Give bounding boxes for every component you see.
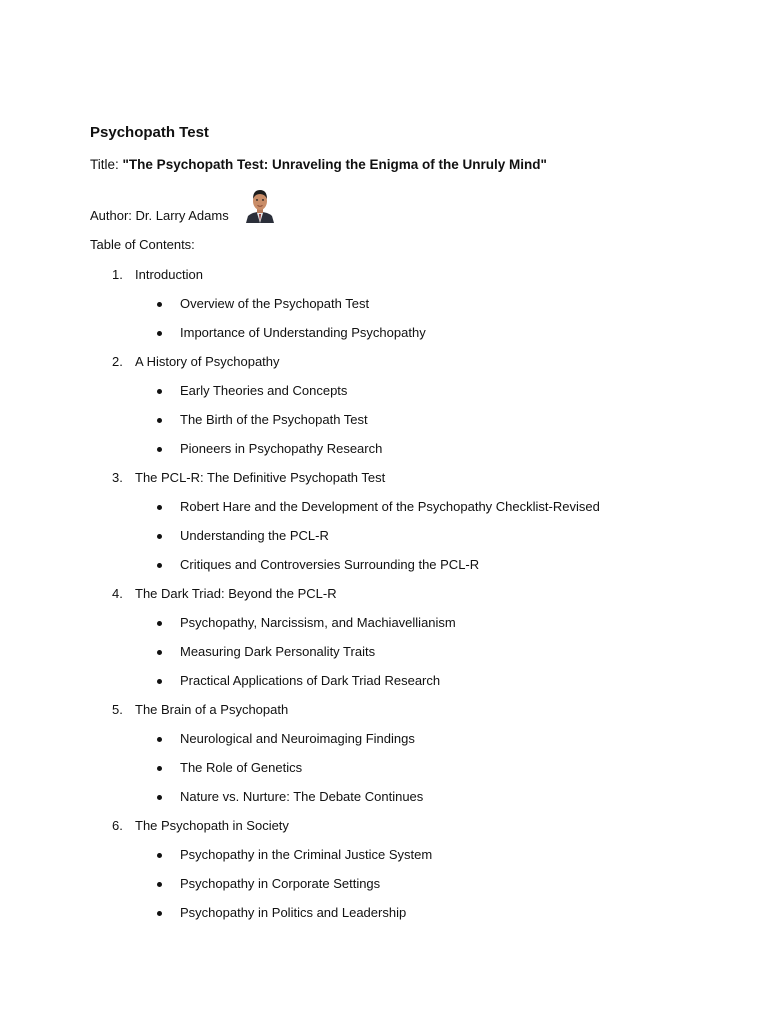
toc-chapter-number: 3. bbox=[112, 470, 123, 485]
toc-chapter-row bbox=[90, 353, 730, 382]
toc-subitem-text: Psychopathy in Corporate Settings bbox=[180, 876, 381, 891]
toc-subitem-list bbox=[90, 382, 730, 469]
title-label: Title: bbox=[90, 157, 119, 172]
toc-subitem-list bbox=[90, 295, 730, 353]
toc-subitem-text: Understanding the PCL-R bbox=[180, 528, 329, 543]
bullet-icon bbox=[157, 766, 162, 771]
toc-subitem bbox=[90, 614, 730, 643]
bullet-icon bbox=[157, 911, 162, 916]
toc-chapter-number: 5. bbox=[112, 702, 123, 717]
toc-chapter-number: 2. bbox=[112, 354, 123, 369]
bullet-icon bbox=[157, 853, 162, 858]
toc-subitem-list bbox=[90, 614, 730, 701]
toc-chapter-row bbox=[90, 469, 730, 498]
bullet-icon bbox=[157, 650, 162, 655]
bullet-icon bbox=[157, 331, 162, 336]
toc-chapter-number: 6. bbox=[112, 818, 123, 833]
toc-subitem bbox=[90, 904, 730, 933]
toc-subitem bbox=[90, 295, 730, 324]
toc-subitem bbox=[90, 556, 730, 585]
title-line bbox=[90, 157, 547, 172]
bullet-icon bbox=[157, 563, 162, 568]
bullet-icon bbox=[157, 882, 162, 887]
toc-chapter bbox=[90, 701, 730, 817]
toc-chapter-row bbox=[90, 701, 730, 730]
toc-subitem bbox=[90, 672, 730, 701]
bullet-icon bbox=[157, 505, 162, 510]
toc-chapter bbox=[90, 817, 730, 933]
toc-subitem-text: Measuring Dark Personality Traits bbox=[180, 644, 376, 659]
toc-chapter bbox=[90, 469, 730, 585]
toc-subitem bbox=[90, 498, 730, 527]
title-value: "The Psychopath Test: Unraveling the Enigma of the Unruly Mind" bbox=[122, 157, 547, 172]
toc-chapter bbox=[90, 585, 730, 701]
toc-subitem bbox=[90, 411, 730, 440]
toc-subitem bbox=[90, 846, 730, 875]
toc-subitem-text: Nature vs. Nurture: The Debate Continues bbox=[180, 789, 424, 804]
bullet-icon bbox=[157, 418, 162, 423]
toc-chapter-row bbox=[90, 585, 730, 614]
toc-subitem-text: Psychopathy in the Criminal Justice System bbox=[180, 847, 433, 862]
toc-subitem-text: Robert Hare and the Development of the Psychopathy Checklist-Revised bbox=[180, 499, 600, 514]
toc-subitem-list bbox=[90, 730, 730, 817]
toc-subitem bbox=[90, 788, 730, 817]
toc-subitem bbox=[90, 324, 730, 353]
toc-subitem bbox=[90, 440, 730, 469]
toc-chapter-row bbox=[90, 817, 730, 846]
toc-subitem-text: The Birth of the Psychopath Test bbox=[180, 412, 368, 427]
toc-subitem-text: Practical Applications of Dark Triad Research bbox=[180, 673, 441, 688]
toc-chapter-number: 4. bbox=[112, 586, 123, 601]
toc-chapter bbox=[90, 353, 730, 469]
table-of-contents bbox=[90, 266, 730, 933]
bullet-icon bbox=[157, 795, 162, 800]
toc-subitem bbox=[90, 643, 730, 672]
toc-chapter bbox=[90, 266, 730, 353]
author-label: Author: Dr. Larry Adams bbox=[90, 208, 229, 223]
toc-subitem-list bbox=[90, 498, 730, 585]
toc-chapter-title: The Brain of a Psychopath bbox=[135, 702, 289, 717]
author-line bbox=[90, 208, 229, 223]
toc-subitem-text: Pioneers in Psychopathy Research bbox=[180, 441, 383, 456]
toc-subitem-text: Psychopathy, Narcissism, and Machiavellianism bbox=[180, 615, 456, 630]
toc-subitem-text: The Role of Genetics bbox=[180, 760, 303, 775]
document-heading: Psychopath Test bbox=[90, 124, 209, 141]
bullet-icon bbox=[157, 737, 162, 742]
bullet-icon bbox=[157, 534, 162, 539]
toc-chapter-title: The Dark Triad: Beyond the PCL-R bbox=[135, 586, 337, 601]
toc-subitem-text: Critiques and Controversies Surrounding the PCL-R bbox=[180, 557, 480, 572]
toc-chapter-title: The Psychopath in Society bbox=[135, 818, 289, 833]
bullet-icon bbox=[157, 447, 162, 452]
toc-subitem bbox=[90, 527, 730, 556]
author-photo bbox=[244, 187, 276, 223]
toc-subitem bbox=[90, 759, 730, 788]
toc-chapter-number: 1. bbox=[112, 267, 123, 282]
toc-chapter-title: A History of Psychopathy bbox=[135, 354, 280, 369]
toc-subitem bbox=[90, 730, 730, 759]
toc-subitem-list bbox=[90, 846, 730, 933]
toc-subitem-text: Neurological and Neuroimaging Findings bbox=[180, 731, 415, 746]
toc-chapter-row bbox=[90, 266, 730, 295]
toc-chapter-title: The PCL-R: The Definitive Psychopath Test bbox=[135, 470, 386, 485]
toc-subitem-text: Importance of Understanding Psychopathy bbox=[180, 325, 426, 340]
toc-subitem-text: Overview of the Psychopath Test bbox=[180, 296, 370, 311]
toc-subitem-text: Psychopathy in Politics and Leadership bbox=[180, 905, 407, 920]
toc-label: Table of Contents: bbox=[90, 237, 195, 252]
toc-subitem-text: Early Theories and Concepts bbox=[180, 383, 348, 398]
bullet-icon bbox=[157, 679, 162, 684]
toc-chapter-title: Introduction bbox=[135, 267, 203, 282]
toc-subitem bbox=[90, 875, 730, 904]
toc-subitem bbox=[90, 382, 730, 411]
bullet-icon bbox=[157, 389, 162, 394]
bullet-icon bbox=[157, 302, 162, 307]
bullet-icon bbox=[157, 621, 162, 626]
